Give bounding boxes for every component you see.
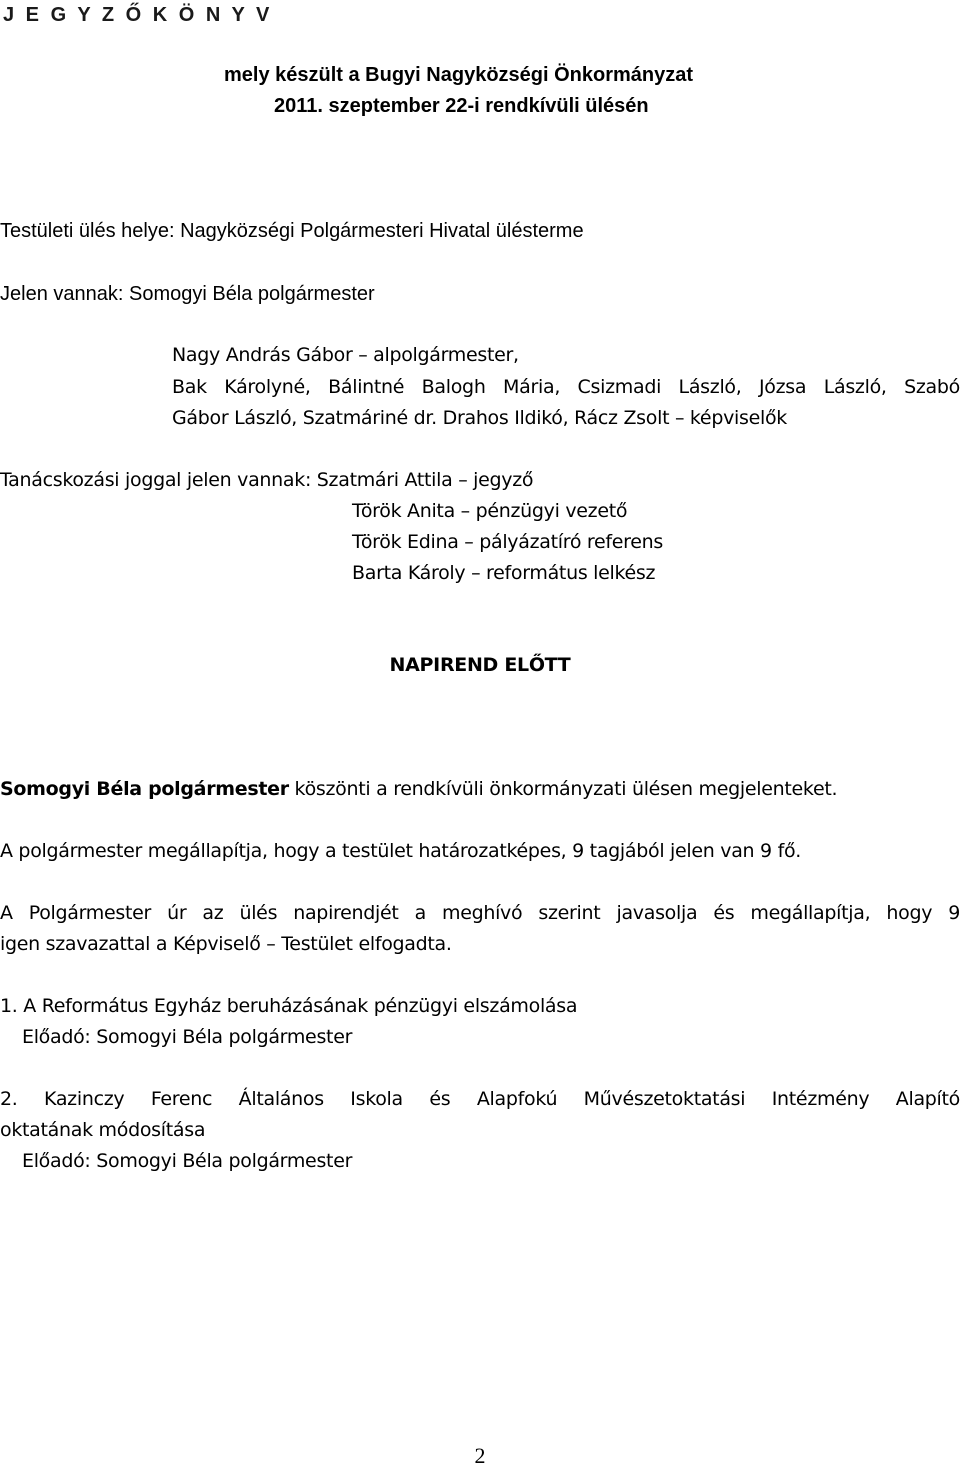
document-title: J E G Y Z Ő K Ö N Y V — [3, 4, 273, 26]
greeting-text: köszönti a rendkívüli önkormányzati ülésen megjelenteket. — [288, 778, 838, 800]
agenda-item-title-continued: oktatának módosítása — [0, 1119, 206, 1141]
advisory-row — [0, 465, 533, 496]
advisory-member: Török Edina – pályázatíró referens — [352, 531, 663, 553]
present-members-line-2: Gábor László, Szatmáriné dr. Drahos Ildikó, Rácz Zsolt – képviselők — [172, 407, 787, 429]
subtitle-line-1: mely készült a Bugyi Nagyközségi Önkormányzat — [224, 64, 694, 86]
subtitle-line-2: 2011. szeptember 22-i rendkívüli ülésén — [274, 95, 649, 117]
agenda-approval-line-1: A Polgármester úr az ülés napirendjét a meghívó szerint javasolja és megállapítja, hogy 9 — [0, 902, 960, 924]
present-label: Jelen vannak: — [0, 283, 124, 305]
greeting-speaker: Somogyi Béla polgármester — [0, 778, 289, 800]
advisory-member: Török Anita – pénzügyi vezető — [352, 500, 628, 522]
meeting-place: Testületi ülés helye: Nagyközségi Polgármesteri Hivatal ülésterme — [0, 220, 584, 242]
present-vice-mayor: Nagy András Gábor – alpolgármester, — [172, 344, 519, 366]
present-members-line-1: Bak Károlyné, Bálintné Balogh Mária, Csizmadi László, Józsa László, Szabó — [172, 376, 960, 398]
agenda-item-title: 1. A Református Egyház beruházásának pénzügyi elszámolása — [0, 995, 578, 1017]
present-row — [0, 279, 375, 310]
greeting-paragraph — [0, 774, 837, 805]
present-mayor: Somogyi Béla polgármester — [123, 283, 375, 305]
section-heading: NAPIREND ELŐTT — [389, 654, 571, 676]
advisory-label: Tanácskozási joggal jelen vannak: — [0, 469, 312, 491]
advisory-member: Barta Károly – református lelkész — [352, 562, 656, 584]
quorum-paragraph: A polgármester megállapítja, hogy a testület határozatképes, 9 tagjából jelen van 9 fő. — [0, 840, 802, 862]
page-number: 2 — [474, 1443, 486, 1468]
agenda-item-presenter: Előadó: Somogyi Béla polgármester — [22, 1026, 353, 1048]
advisory-notary: Szatmári Attila – jegyző — [311, 469, 534, 491]
agenda-approval-line-2: igen szavazattal a Képviselő – Testület elfogadta. — [0, 933, 452, 955]
agenda-item-title: 2. Kazinczy Ferenc Általános Iskola és Alapfokú Művészetoktatási Intézmény Alapító — [0, 1088, 960, 1110]
agenda-item-presenter: Előadó: Somogyi Béla polgármester — [22, 1150, 353, 1172]
